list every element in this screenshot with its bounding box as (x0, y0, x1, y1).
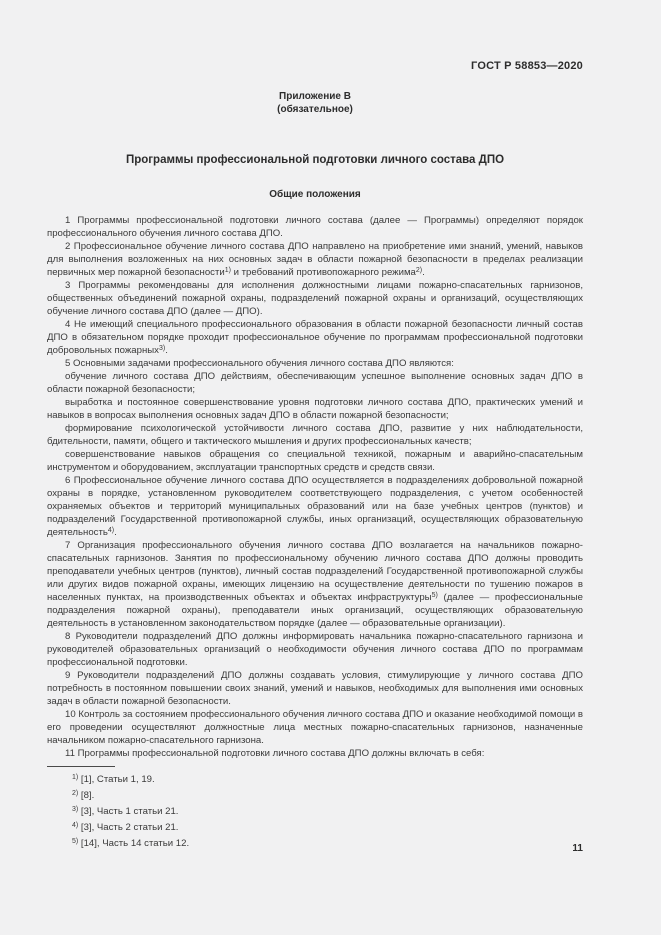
document-body (47, 214, 583, 760)
page-number: 11 (572, 843, 583, 854)
footnote-marker: 3) (72, 806, 79, 813)
appendix-label: Приложение В (279, 91, 351, 102)
paragraph: 9 Руководители подразделений ДПО должны создавать условия, стимулирующие у личного состава ДПО потребность в постоянном повышении своих знаний, умений и навыков, необходимых для выполнения ими основных задач в области пожарной безопасности. (47, 670, 583, 707)
footnote: $^{2)}$ [8]. (72, 790, 95, 801)
footnotes (47, 772, 583, 852)
footnote: $^{5)}$ [14], Часть 14 статьи 12. (72, 838, 190, 849)
appendix-note: (обязательное) (277, 104, 353, 115)
footnote-ref: 2) (415, 267, 423, 274)
footnote-ref: 1) (224, 267, 231, 274)
paragraph: 7 Организация профессионального обучения личного состава ДПО возлагается на начальников пожарно-спасательных гарнизонов. Занятия по профессиональному обучению личного состава ДПО должны проводить преподаватели учебных центров (пунктов), личный состав подразделений Государственной противопожарной службы или других видов пожарной охраны, имеющих лицензию на осуществление деятельности по тушению пожаров в населенных пунктах, на производственных объектах и объектах инфраструктуры$^{5)}$ (далее — профессиональные подразделения пожарной охраны), преподаватели иных организаций, осуществляющих образовательную деятельность в установленном законодательством порядке (далее — образовательные организации). (47, 540, 583, 629)
paragraph: 5 Основными задачами профессионального обучения личного состава ДПО являются: (65, 358, 454, 369)
paragraph: 11 Программы профессиональной подготовки личного состава ДПО должны включать в себя: (65, 748, 485, 759)
footnote-marker: 2) (72, 790, 79, 797)
paragraph: 2 Профессиональное обучение личного состава ДПО направлено на приобретение ими знаний, умений, навыков для выполнения возложенных на них основных задач в области пожарной безопасности в пределах реализации первичных мер пожарной безопасности$^{1)}$ и требований противопожарного режима$^{2)}$. (47, 241, 583, 278)
footnote: $^{1)}$ [1], Статьи 1, 19. (72, 774, 155, 785)
paragraph: совершенствование навыков обращения со специальной техникой, пожарным и аварийно-спасательным инструментом и оборудованием, эксплуатации транспортных средств и средств связи. (47, 449, 583, 473)
paragraph: 8 Руководители подразделений ДПО должны информировать начальника пожарно-спасательного гарнизона и руководителей образовательных организаций о необходимости обучения личного состава ДПО по программам профессиональной подготовки. (47, 631, 583, 668)
paragraph: 3 Программы рекомендованы для исполнения должностными лицами пожарно-спасательных гарнизонов, общественных объединений пожарной охраны, подразделений пожарной охраны и организаций, осуществляющих обучение личного состава ДПО (далее — ДПО). (47, 280, 583, 317)
footnote: $^{4)}$ [3], Часть 2 статьи 21. (72, 822, 179, 833)
section-heading: Общие положения (269, 189, 361, 200)
paragraph: 4 Не имеющий специального профессионального образования в области пожарной безопасности личный состав ДПО в обязательном порядке проходит профессиональное обучение по программам профессиональной подготовки добровольных пожарных$^{3)}$. (47, 319, 583, 356)
paragraph: выработка и постоянное совершенствование уровня подготовки личного состава ДПО, практических умений и навыков в вопросах выполнения основных задач ДПО в области пожарной безопасности; (47, 397, 583, 421)
footnote: $^{3)}$ [3], Часть 1 статьи 21. (72, 806, 179, 817)
paragraph: формирование психологической устойчивости личного состава ДПО, развитие у них наблюдательности, бдительности, памяти, общего и тактического мышления и других профессиональных качеств; (47, 423, 583, 447)
footnote-marker: 5) (72, 838, 79, 845)
footnote-marker: 4) (72, 822, 79, 829)
standard-number: ГОСТ Р 58853—2020 (471, 60, 583, 72)
footnote-ref: 5) (431, 592, 438, 599)
footnote-separator (47, 766, 115, 767)
paragraph: обучение личного состава ДПО действиям, обеспечивающим успешное выполнение основных задач ДПО в области пожарной безопасности; (47, 371, 583, 395)
appendix-heading (47, 90, 583, 116)
paragraph: 6 Профессиональное обучение личного состава ДПО осуществляется в подразделениях добровольной пожарной охраны в порядке, установленном руководителем соответствующего подразделения, с учетом особенностей охраняемых объектов и территорий муниципальных образований или на базе учебных центров (пунктов) и подразделений Государственной противопожарной службы, иных организаций, осуществляющих образовательную деятельность$^{4)}$. (47, 475, 583, 538)
paragraph: 10 Контроль за состоянием профессионального обучения личного состава ДПО и оказание необходимой помощи в его проведении осуществляют должностные лица местных пожарно-спасательных гарнизонов, назначенные начальником пожарно-спасательного гарнизона. (47, 709, 583, 746)
footnote-ref: 3) (158, 345, 166, 352)
footnote-marker: 1) (72, 774, 79, 781)
paragraph: 1 Программы профессиональной подготовки личного состава (далее — Программы) определяют порядок профессионального обучения личного состава ДПО. (47, 215, 583, 239)
document-title: Программы профессиональной подготовки личного состава ДПО (125, 154, 505, 166)
footnote-ref: 4) (107, 527, 115, 534)
